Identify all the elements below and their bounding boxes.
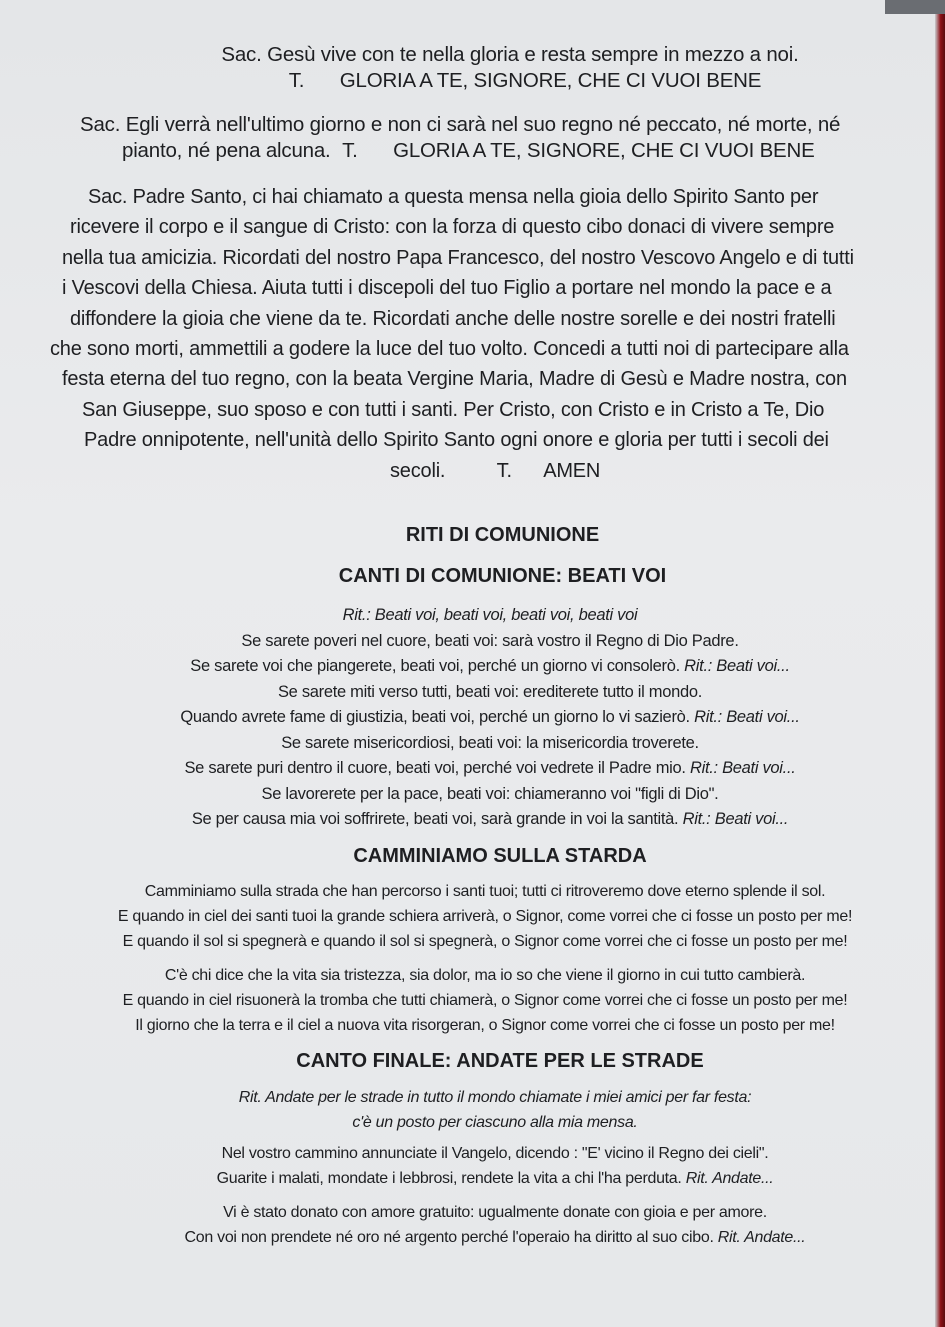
verse-refrain-cue: Rit.: Beati voi...	[682, 810, 789, 828]
song-line: Camminiamo sulla strada che han percorso i santi tuoi; tutti ci ritroveremo dove eterno splende il sol.	[144, 883, 826, 900]
response-t: T.	[496, 459, 512, 482]
prayer-line: Sac. Egli verrà nell'ultimo giorno e non ci sarà nel suo regno né peccato, né morte, né	[80, 113, 841, 136]
prayer-line: diffondere la gioia che viene da te. Ricordati anche delle nostre sorelle e dei nostri fratelli	[70, 307, 836, 330]
page-edge	[935, 0, 945, 1327]
song-verse	[110, 1225, 880, 1250]
song-verse	[120, 782, 860, 808]
prayer-line-end: pianto, né pena alcuna.	[122, 139, 331, 162]
prayer-line-end: secoli.	[390, 459, 446, 482]
song-line: C'è chi dice che la vita sia tristezza, sia dolor, ma io so che viene il giorno in cui tutto cambierà.	[164, 967, 806, 984]
verse-text: Se sarete misericordiosi, beati voi: la misericordia troverete.	[281, 733, 699, 752]
song-verse	[110, 1200, 880, 1225]
song-line: E quando in ciel dei santi tuoi la grande schiera arriverà, o Signor, come vorrei che ci fosse un posto per me!	[117, 908, 853, 925]
song-verse	[120, 629, 860, 655]
response-t: T.	[288, 69, 305, 92]
response-text: AMEN	[543, 459, 601, 482]
song-line: Il giorno che la terra e il ciel a nuova vita risorgeran, o Signor come vorrei che ci fosse un posto per me!	[135, 1017, 835, 1034]
verse-refrain-cue: Rit. Andate...	[717, 1229, 806, 1246]
song-refrain	[110, 1110, 880, 1135]
verse-text: Vi è stato donato con amore gratuito: ugualmente donate con gioia e per amore.	[223, 1204, 767, 1221]
response-t: T.	[342, 139, 358, 162]
song-camminiamo	[60, 879, 910, 1038]
verse-text: Nel vostro cammino annunciate il Vangelo, dicendo : "E' vicino il Regno dei cieli".	[221, 1145, 769, 1162]
prayer-line: ricevere il corpo e il sangue di Cristo: con la forza di questo cibo donaci di vivere sempre	[70, 216, 835, 239]
background-corner	[885, 0, 945, 14]
refrain-text: Rit. Andate per le strade in tutto il mondo chiamate i miei amici per far festa:	[238, 1089, 752, 1106]
song-verse	[120, 654, 860, 680]
verse-text: Se lavorerete per la pace, beati voi: chiameranno voi "figli di Dio".	[261, 784, 719, 803]
prayer-line: che sono morti, ammettili a godere la luce del tuo volto. Concedi a tutti noi di partecipare alla	[50, 338, 849, 361]
prayer-line: festa eterna del tuo regno, con la beata Vergine Maria, Madre di Gesù e Madre nostra, con	[62, 368, 847, 391]
prayer-line: Sac. Gesù vive con te nella gloria e resta sempre in mezzo a noi.	[221, 43, 799, 66]
song-verse	[120, 680, 860, 706]
verse-text: Se sarete voi che piangerete, beati voi, perché un giorno vi consolerò.	[190, 657, 680, 675]
song-andate	[110, 1085, 880, 1250]
response-text: GLORIA A TE, SIGNORE, CHE CI VUOI BENE	[393, 139, 815, 162]
verse-refrain-cue: Rit.: Beati voi...	[694, 708, 800, 726]
section-heading-riti: RITI DI COMUNIONE	[405, 524, 600, 546]
song-verse	[110, 1166, 880, 1191]
verse-text: Con voi non prendete né oro né argento perché l'operaio ha diritto al suo cibo.	[184, 1229, 714, 1246]
refrain-text: c'è un posto per ciascuno alla mia mensa.	[352, 1114, 638, 1131]
verse-refrain-cue: Rit.: Beati voi...	[689, 759, 796, 777]
prayer-response	[122, 138, 910, 164]
verse-text: Se sarete poveri nel cuore, beati voi: sarà vostro il Regno di Dio Padre.	[241, 631, 739, 650]
song-heading-camminiamo: CAMMINIAMO SULLA STARDA	[353, 845, 647, 867]
song-heading-beati-voi: CANTI DI COMUNIONE: BEATI VOI	[338, 565, 667, 587]
prayer-line: Sac. Padre Santo, ci hai chiamato a questa mensa nella gioia dello Spirito Santo per	[88, 186, 819, 208]
verse-text: Se per causa mia voi soffrirete, beati voi, sarà grande in voi la santità.	[191, 810, 679, 828]
song-refrain	[120, 603, 860, 629]
verse-text: Se sarete miti verso tutti, beati voi: erediterete tutto il mondo.	[277, 682, 703, 701]
song-verse	[120, 807, 860, 833]
verse-text: Se sarete puri dentro il cuore, beati voi, perché voi vedrete il Padre mio.	[184, 759, 686, 777]
prayer-paragraph-1	[120, 42, 900, 94]
prayer-paragraph-2	[80, 112, 910, 164]
prayer-line: San Giuseppe, suo sposo e con tutti i santi. Per Cristo, con Cristo e in Cristo a Te, Dio	[82, 398, 825, 421]
song-beati-voi	[120, 603, 860, 833]
song-verse	[120, 705, 860, 731]
verse-refrain-cue: Rit. Andate...	[685, 1170, 774, 1187]
prayer-response	[160, 68, 900, 94]
song-refrain	[110, 1085, 880, 1110]
prayer-line: nella tua amicizia. Ricordati del nostro Papa Francesco, del nostro Vescovo Angelo e di tutti	[62, 246, 854, 269]
prayer-line: Padre onnipotente, nell'unità dello Spirito Santo ogni onore e gloria per tutti i secoli dei	[84, 429, 829, 452]
song-verse	[120, 731, 860, 757]
verse-text: Guarite i malati, mondate i lebbrosi, rendete la vita a chi l'ha perduta.	[216, 1170, 682, 1187]
prayer-line: i Vescovi della Chiesa. Aiuta tutti i discepoli del tuo Figlio a portare nel mondo la pace e a	[62, 277, 832, 300]
prayer-response	[62, 456, 922, 486]
verse-text: Quando avrete fame di giustizia, beati voi, perché un giorno lo vi sazierò.	[180, 708, 690, 726]
verse-refrain-cue: Rit.: Beati voi...	[684, 657, 790, 675]
prayer-paragraph-3	[50, 182, 922, 486]
song-line: E quando in ciel risuonerà la tromba che tutti chiamerà, o Signor come vorrei che ci fosse un posto per me!	[122, 992, 848, 1009]
song-heading-canto-finale: CANTO FINALE: ANDATE PER LE STRADE	[296, 1050, 704, 1072]
response-text: GLORIA A TE, SIGNORE, CHE CI VUOI BENE	[339, 69, 762, 92]
refrain-text: Rit.: Beati voi, beati voi, beati voi, beati voi	[342, 606, 638, 624]
song-verse	[110, 1141, 880, 1166]
song-verse	[120, 756, 860, 782]
song-line: E quando il sol si spegnerà e quando il sol si spegnerà, o Signor come vorrei che ci fosse un posto per me!	[122, 933, 848, 950]
